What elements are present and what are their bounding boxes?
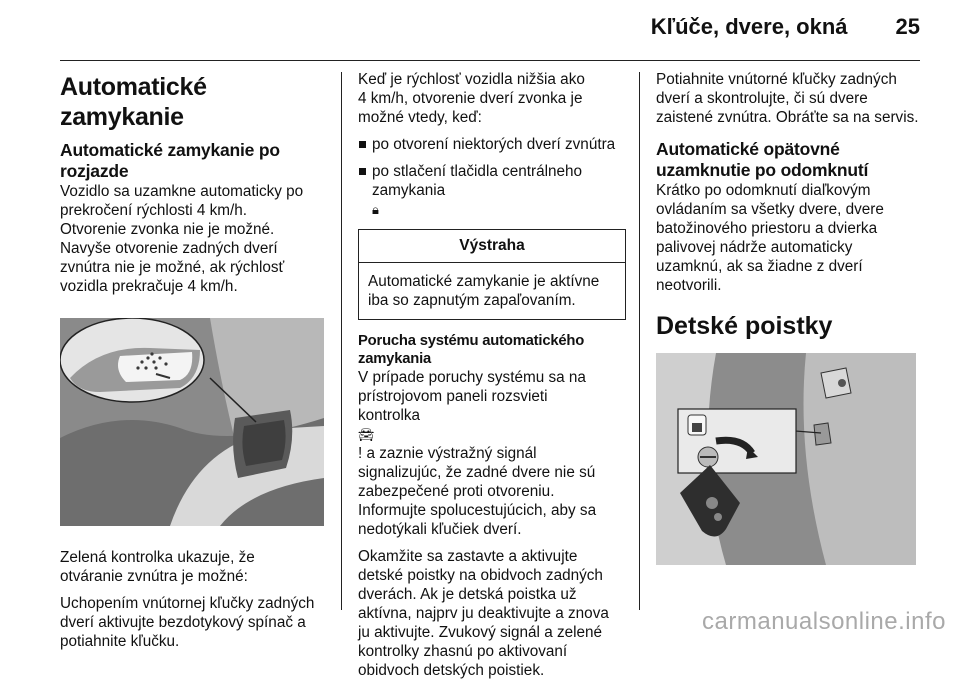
- child-lock-illustration: [656, 353, 916, 565]
- car-door-warning-icon: 🚘︎: [358, 427, 375, 442]
- list-item: po otvorení niektorých dverí zvnútra: [358, 135, 626, 154]
- subsection-heading: Automatické opätovné uzamknutie po odomknutí: [656, 139, 869, 180]
- list-item: po stlačení tlačidla centrálneho zamykania 🔒︎: [358, 162, 626, 219]
- warning-box: [358, 229, 626, 320]
- subsection-heading: Automatické zamykanie po rozjazde: [60, 140, 280, 181]
- lock-icon: 🔒︎: [372, 202, 379, 217]
- paragraph: Vozidlo sa uzamkne automaticky po prekročení rýchlosti 4 km/h. Otvorenie zvonka nie je možné. Navyše otvorenie zadných dverí zvnútra nie je možné, ak rýchlosť vozidla prekračuje 4 km/h.: [60, 183, 304, 295]
- column-divider: [639, 72, 640, 610]
- paragraph: Uchopením vnútornej kľučky zadných dverí aktivujte bezdotykový spínač a potiahnite kľučku.: [60, 595, 315, 650]
- warning-text: Automatické zamykanie je aktívne iba so zapnutým zapaľovaním.: [368, 273, 600, 309]
- paragraph: Krátko po odomknutí diaľkovým ovládaním sa všetky dvere, dvere batožinového priestoru a dvierka palivovej nádrže automaticky uzamknú, ak sa žiadne z dverí neotvorili.: [656, 182, 884, 294]
- page-number: 25: [895, 14, 920, 39]
- header-divider: [60, 60, 920, 61]
- column-3: [656, 70, 926, 565]
- paragraph: Zelená kontrolka ukazuje, že otváranie zvnútra je možné:: [60, 549, 255, 585]
- header-title: Kľúče, dvere, okná: [650, 14, 848, 39]
- column-divider: [341, 72, 342, 610]
- subsection-heading: Porucha systému automatického zamykania: [358, 333, 585, 367]
- paragraph: Potiahnite vnútorné kľučky zadných dverí a skontrolujte, či sú dvere zaistené zvnútra. Obráťte sa na servis.: [656, 71, 919, 126]
- section-heading: Automatické zamykanie: [60, 73, 207, 131]
- section-heading: Detské poistky: [656, 312, 833, 340]
- warning-title: Výstraha: [359, 230, 625, 263]
- paragraph: Okamžite sa zastavte a aktivujte detské poistky na obidvoch zadných dverách. Ak je detská poistka už aktívna, najprv ju deaktivujte a znova ju aktivujte. Zvukový signál a zelené kontrolky zhasnú po aktivovaní obidvoch detských poistiek.: [358, 548, 609, 679]
- paragraph: Keď je rýchlosť vozidla nižšia ako 4 km/h, otvorenie dverí zvonka je možné vtedy, keď:: [358, 71, 585, 126]
- watermark: carmanualsonline.info: [702, 608, 946, 635]
- paragraph: V prípade poruchy systému sa na prístrojovom paneli rozsvieti kontrolka 🚘︎ ! a zaznie výstražný signál signalizujúc, že zadné dvere nie sú zabezpečené proti otvoreniu. Informujte spolucestujúcich, aby sa nedotýkali kľučiek dverí.: [358, 368, 626, 539]
- column-2: [358, 70, 626, 688]
- door-handle-illustration: [60, 318, 324, 526]
- column-1: [60, 70, 328, 659]
- page-header: [651, 14, 920, 40]
